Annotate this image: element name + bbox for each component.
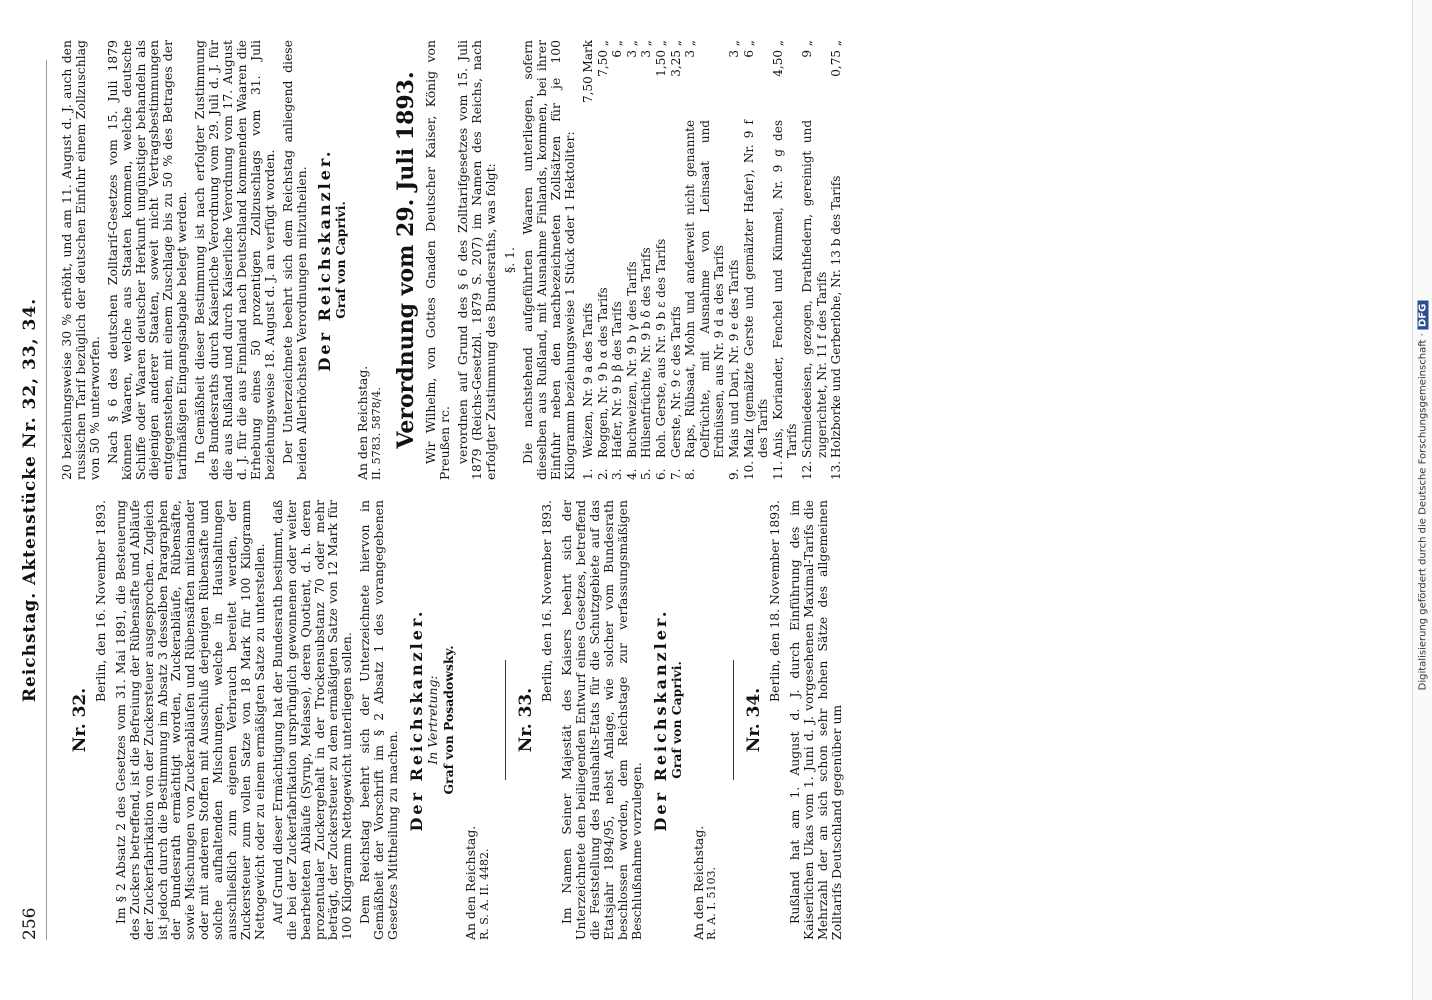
tariff-row xyxy=(581,40,596,480)
tariff-surcharge: 6 „ xyxy=(610,40,625,58)
section-heading: §. 1. xyxy=(502,247,518,273)
tariff-row xyxy=(610,40,625,480)
date-34: Berlin, den 18. November 1893. xyxy=(767,500,783,702)
tariff-row xyxy=(639,40,654,480)
tariff-row xyxy=(669,40,684,480)
paragraph: Der Unterzeichnete beehrt sich dem Reichstag anliegend diese beiden Allerhöchsten Verordnungen mitzutheilen. xyxy=(279,40,309,480)
tariff-item: Roggen, Nr. 9 b α des Tarifs xyxy=(595,287,610,458)
tariff-number: 13. xyxy=(829,460,844,480)
file-reference xyxy=(370,40,384,480)
tariff-surcharge: 9 „ xyxy=(799,40,814,58)
tariff-number: 2. xyxy=(595,468,610,480)
tariff-surcharge: 6 „ xyxy=(741,40,756,58)
tariff-row xyxy=(683,40,727,480)
tariff-item: Schmiedeeisen, gezogen, Drathfedern, gereinigt und zugerichtet, Nr. 11 f des Tarifs xyxy=(799,120,829,458)
paragraph: 20 beziehungsweise 30 % erhöht, und am 11. August d. J. auch den russischen Tarif bezüglich der deutschen Einfuhr einem Zollzuschlag von 50 % unterworfen. xyxy=(59,40,102,480)
addressee: An den Reichstag. xyxy=(355,365,371,480)
tariff-row xyxy=(654,40,669,480)
tariff-number: 10. xyxy=(741,460,756,480)
tariff-item: Hafer, Nr. 9 b β des Tarifs xyxy=(610,301,625,458)
signature-deputy: In Vertretung: xyxy=(424,675,440,765)
paragraph: Im § 2 Absatz 2 des Gesetzes vom 31. Mai 1891, die Besteuerung des Zuckers betreffend, ist die Befreiung der Rübensäfte und Abläufe der Zuckerfabrikation von der Zuckersteuer ausgesprochen. Zugleich ist jedoch durch die Bestimmung im Absatz 3 desselben Paragraphen der Bundesrath ermächtigt worden, Zuckerabläufe, Rübensäfte, sowie Mischungen von Zuckerabläufen und Rübensäften miteinander oder mit anderen Stoffen mit Ausschluß derjenigen Rübensäfte und solche aufhaltenden Mischungen, welche in Haushaltungen ausschließlich zum eigenen Verbrauch bereitet werden, der Zuckersteuer zum vollen Satze von 18 Mark für 100 Kilogramm Nettogewicht oder zu einem ermäßigten Satze zu unterstellen. xyxy=(112,500,267,940)
tariff-number: 9. xyxy=(726,468,741,480)
tariff-item: Anis, Koriander, Fenchel und Kümmel, Nr. 9 g des Tarifs xyxy=(770,120,800,458)
addressee: An den Reichstag. xyxy=(462,825,478,940)
tariff-row xyxy=(800,40,829,480)
tariff-item: Buchweizen, Nr. 9 b γ des Tarifs xyxy=(624,261,639,458)
ordinance-title: Verordnung vom 29. Juli 1893. xyxy=(393,71,420,449)
file-reference-number: II. 5783. xyxy=(370,432,384,480)
tariff-row xyxy=(771,40,800,480)
tariff-number: 8. xyxy=(683,468,698,480)
tariff-surcharge: 0,75 „ xyxy=(829,40,844,77)
tariff-surcharge: 3,25 „ xyxy=(668,40,683,77)
paragraph: Dem Reichstag beehrt sich der Unterzeichnete hiervon in Gemäßheit der Vorschrift im § 2 Absatz 1 des vorangegebenen Gesetzes Mittheilung zu machen. xyxy=(357,500,401,940)
paragraph: Rußland hat am 1. August d. J. durch Einführung des im Kaiserlichen Ukas vom 1. Juni d. J. vorgesehenen Maximal-Tarifs die Mehrzahl der an sich schon sehr hohen Sätze des allgemeinen Zolltarifs Deutschland gegenüber um xyxy=(787,500,844,940)
right-column xyxy=(60,40,844,480)
tariff-item: Mais und Dari, Nr. 9 e des Tarifs xyxy=(726,259,741,458)
ordinance-preamble: Wir Wilhelm, von Gottes Gnaden Deutscher Kaiser, König von Preußen rc. xyxy=(422,40,452,480)
paragraph: Auf Grund dieser Ermächtigung hat der Bundesrath bestimmt, daß die bei der Zuckerfabrikation ursprünglich gewonnenen oder weiter bearbeiteten Abläufe (Syrup, Melasse), deren Quotient, d. h. deren prozentualer Zuckergehalt in der Trockensubstanz 70 oder mehr beträgt, der Zuckersteuer zu dem ermäßigten Satze von 12 Mark für 100 Kilogramm Nettogewicht unterliegen sollen. xyxy=(269,500,355,940)
tariff-item: Weizen, Nr. 9 a des Tarifs xyxy=(581,302,595,458)
signature-office: Der Reichskanzler. xyxy=(315,148,335,372)
tariff-number: 12. xyxy=(799,460,814,480)
tariff-surcharge: 3 „ xyxy=(639,40,654,58)
tariff-surcharge: 3 „ xyxy=(624,40,639,58)
signature-name: Graf von Posadowsky. xyxy=(440,645,456,795)
tariff-row xyxy=(596,40,611,480)
tariff-row xyxy=(829,40,844,480)
running-header xyxy=(20,60,47,940)
ordinance-paragraph: Die nachstehend aufgeführten Waaren unterliegen, sofern dieselben aus Rußland, mit Ausnahme Finlands, kommen, bei ihrer Einfuhr neben den nachbezeichneten Zollsätzen für je 100 Kilogramm beziehungsweise 1 Stück oder 1 Hektoliter: xyxy=(520,40,578,480)
section-number-34: Nr. 34. xyxy=(744,687,765,753)
tariff-item: Malz (gemälzte Gerste und gemälzter Hafer), Nr. 9 f des Tarifs xyxy=(741,120,771,458)
tariff-number: 11. xyxy=(770,460,785,480)
tariff-surcharge: 3 „ xyxy=(726,40,741,58)
tariff-item: Hülsenfrüchte, Nr. 9 b δ des Tarifs xyxy=(639,247,654,458)
page-number: 256 xyxy=(20,907,40,940)
tariff-item: Gerste, Nr. 9 c des Tarifs xyxy=(668,306,683,458)
date-33: Berlin, den 16. November 1893. xyxy=(539,500,555,702)
tariff-surcharge: 3 „ xyxy=(683,40,698,58)
divider xyxy=(733,660,734,780)
file-reference: R. A. I. 5103. xyxy=(705,866,719,940)
tariff-row xyxy=(742,40,771,480)
header-title: Reichstag. Aktenstücke Nr. 32, 33, 34. xyxy=(20,297,40,703)
tariff-row xyxy=(727,40,742,480)
tariff-item: Roh. Gerste, aus Nr. 9 b ε des Tarifs xyxy=(653,238,668,458)
digitization-banner xyxy=(1412,0,1432,1000)
tariff-number: 5. xyxy=(639,468,654,480)
tariff-item: Holzborke und Gerberlohe, Nr. 13 b des Tarifs xyxy=(829,175,844,458)
paragraph: In Gemäßheit dieser Bestimmung ist nach erfolgter Zustimmung des Bundesraths durch Kaiserliche Verordnung vom 29. Juli d. J. für die aus Rußland und durch Kaiserliche Verordnung vom 17. August d. J. für die aus Finnland nach Deutschland kommenden Waaren die Erhebung eines 50 prozentigen Zollzuschlags vom 31. Juli beziehungsweise 18. August d. J. an verfügt worden. xyxy=(192,40,277,480)
paragraph: Im Namen Seiner Majestät des Kaisers beehrt sich der Unterzeichnete den beiliegenden Entwurf eines Gesetzes, betreffend die Feststellung des Haushalts-Etats für die Schutzgebiete auf das Etatsjahr 1894/95, nebst Anlage, wie solcher vom Bundesrath beschlossen worden, dem Reichstage zur verfassungsmäßigen Beschlußnahme vorzulegen. xyxy=(559,500,644,940)
tariff-surcharge: 7,50 Mark xyxy=(581,40,595,103)
tariff-surcharge: 4,50 „ xyxy=(770,40,785,77)
banner-caption: Digitalisierung gefördert durch die Deutsche Forschungsgemeinschaft · xyxy=(1417,333,1429,691)
banner-text xyxy=(1418,0,1429,996)
section-number-33: Nr. 33. xyxy=(516,687,537,753)
addressee: An den Reichstag. xyxy=(690,825,706,940)
tariff-surcharge: 1,50 „ xyxy=(653,40,668,77)
dfg-logo: DFG xyxy=(1418,301,1429,330)
file-reference-number: 5878/4. xyxy=(370,387,384,430)
divider xyxy=(505,660,506,780)
tariff-number: 1. xyxy=(581,468,595,480)
signature-name: Graf von Caprivi. xyxy=(333,201,349,319)
tariff-list xyxy=(581,40,844,480)
date-32: Berlin, den 16. November 1893. xyxy=(92,500,108,702)
ordinance-paragraph: verordnen auf Grund des § 6 des Zolltarifgesetzes vom 15. Juli 1879 (Reichs-Gesetzbl. 1879 S. 207) im Namen des Reichs, nach erfolgter Zustimmung des Bundesraths, was folgt: xyxy=(454,40,498,480)
left-column xyxy=(60,500,848,940)
tariff-number: 7. xyxy=(668,468,683,480)
signature-office: Der Reichskanzler. xyxy=(650,608,670,832)
tariff-row xyxy=(625,40,640,480)
tariff-number: 3. xyxy=(610,468,625,480)
file-reference: R. S. A. II. 4482. xyxy=(477,848,491,940)
paragraph: Nach § 6 des deutschen Zolltarif-Gesetzes vom 15. Juli 1879 können Waaren, welche aus Staaten kommen, welche deutsche Schiffe oder Waaren deutscher Herkunft ungünstiger behandeln als diejenigen anderer Staaten, soweit nicht Vertragsbestimmungen entgegenstehen, mit einem Zuschlage bis zu 50 % des Betrages der tarifmäßigen Eingangsabgabe belegt werden. xyxy=(104,40,190,480)
tariff-number: 6. xyxy=(653,468,668,480)
signature-office: Der Reichskanzler. xyxy=(406,608,426,832)
signature-name: Graf von Caprivi. xyxy=(668,661,684,779)
section-number-32: Nr. 32. xyxy=(70,687,90,753)
tariff-number: 4. xyxy=(624,468,639,480)
tariff-item: Raps, Rübsaat, Mohn und anderweit nicht genannte Oelfrüchte, mit Ausnahme von Leinsaat und Erdnüssen, aus Nr. 9 d a des Tarifs xyxy=(683,120,727,458)
tariff-surcharge: 7,50 „ xyxy=(595,40,610,77)
